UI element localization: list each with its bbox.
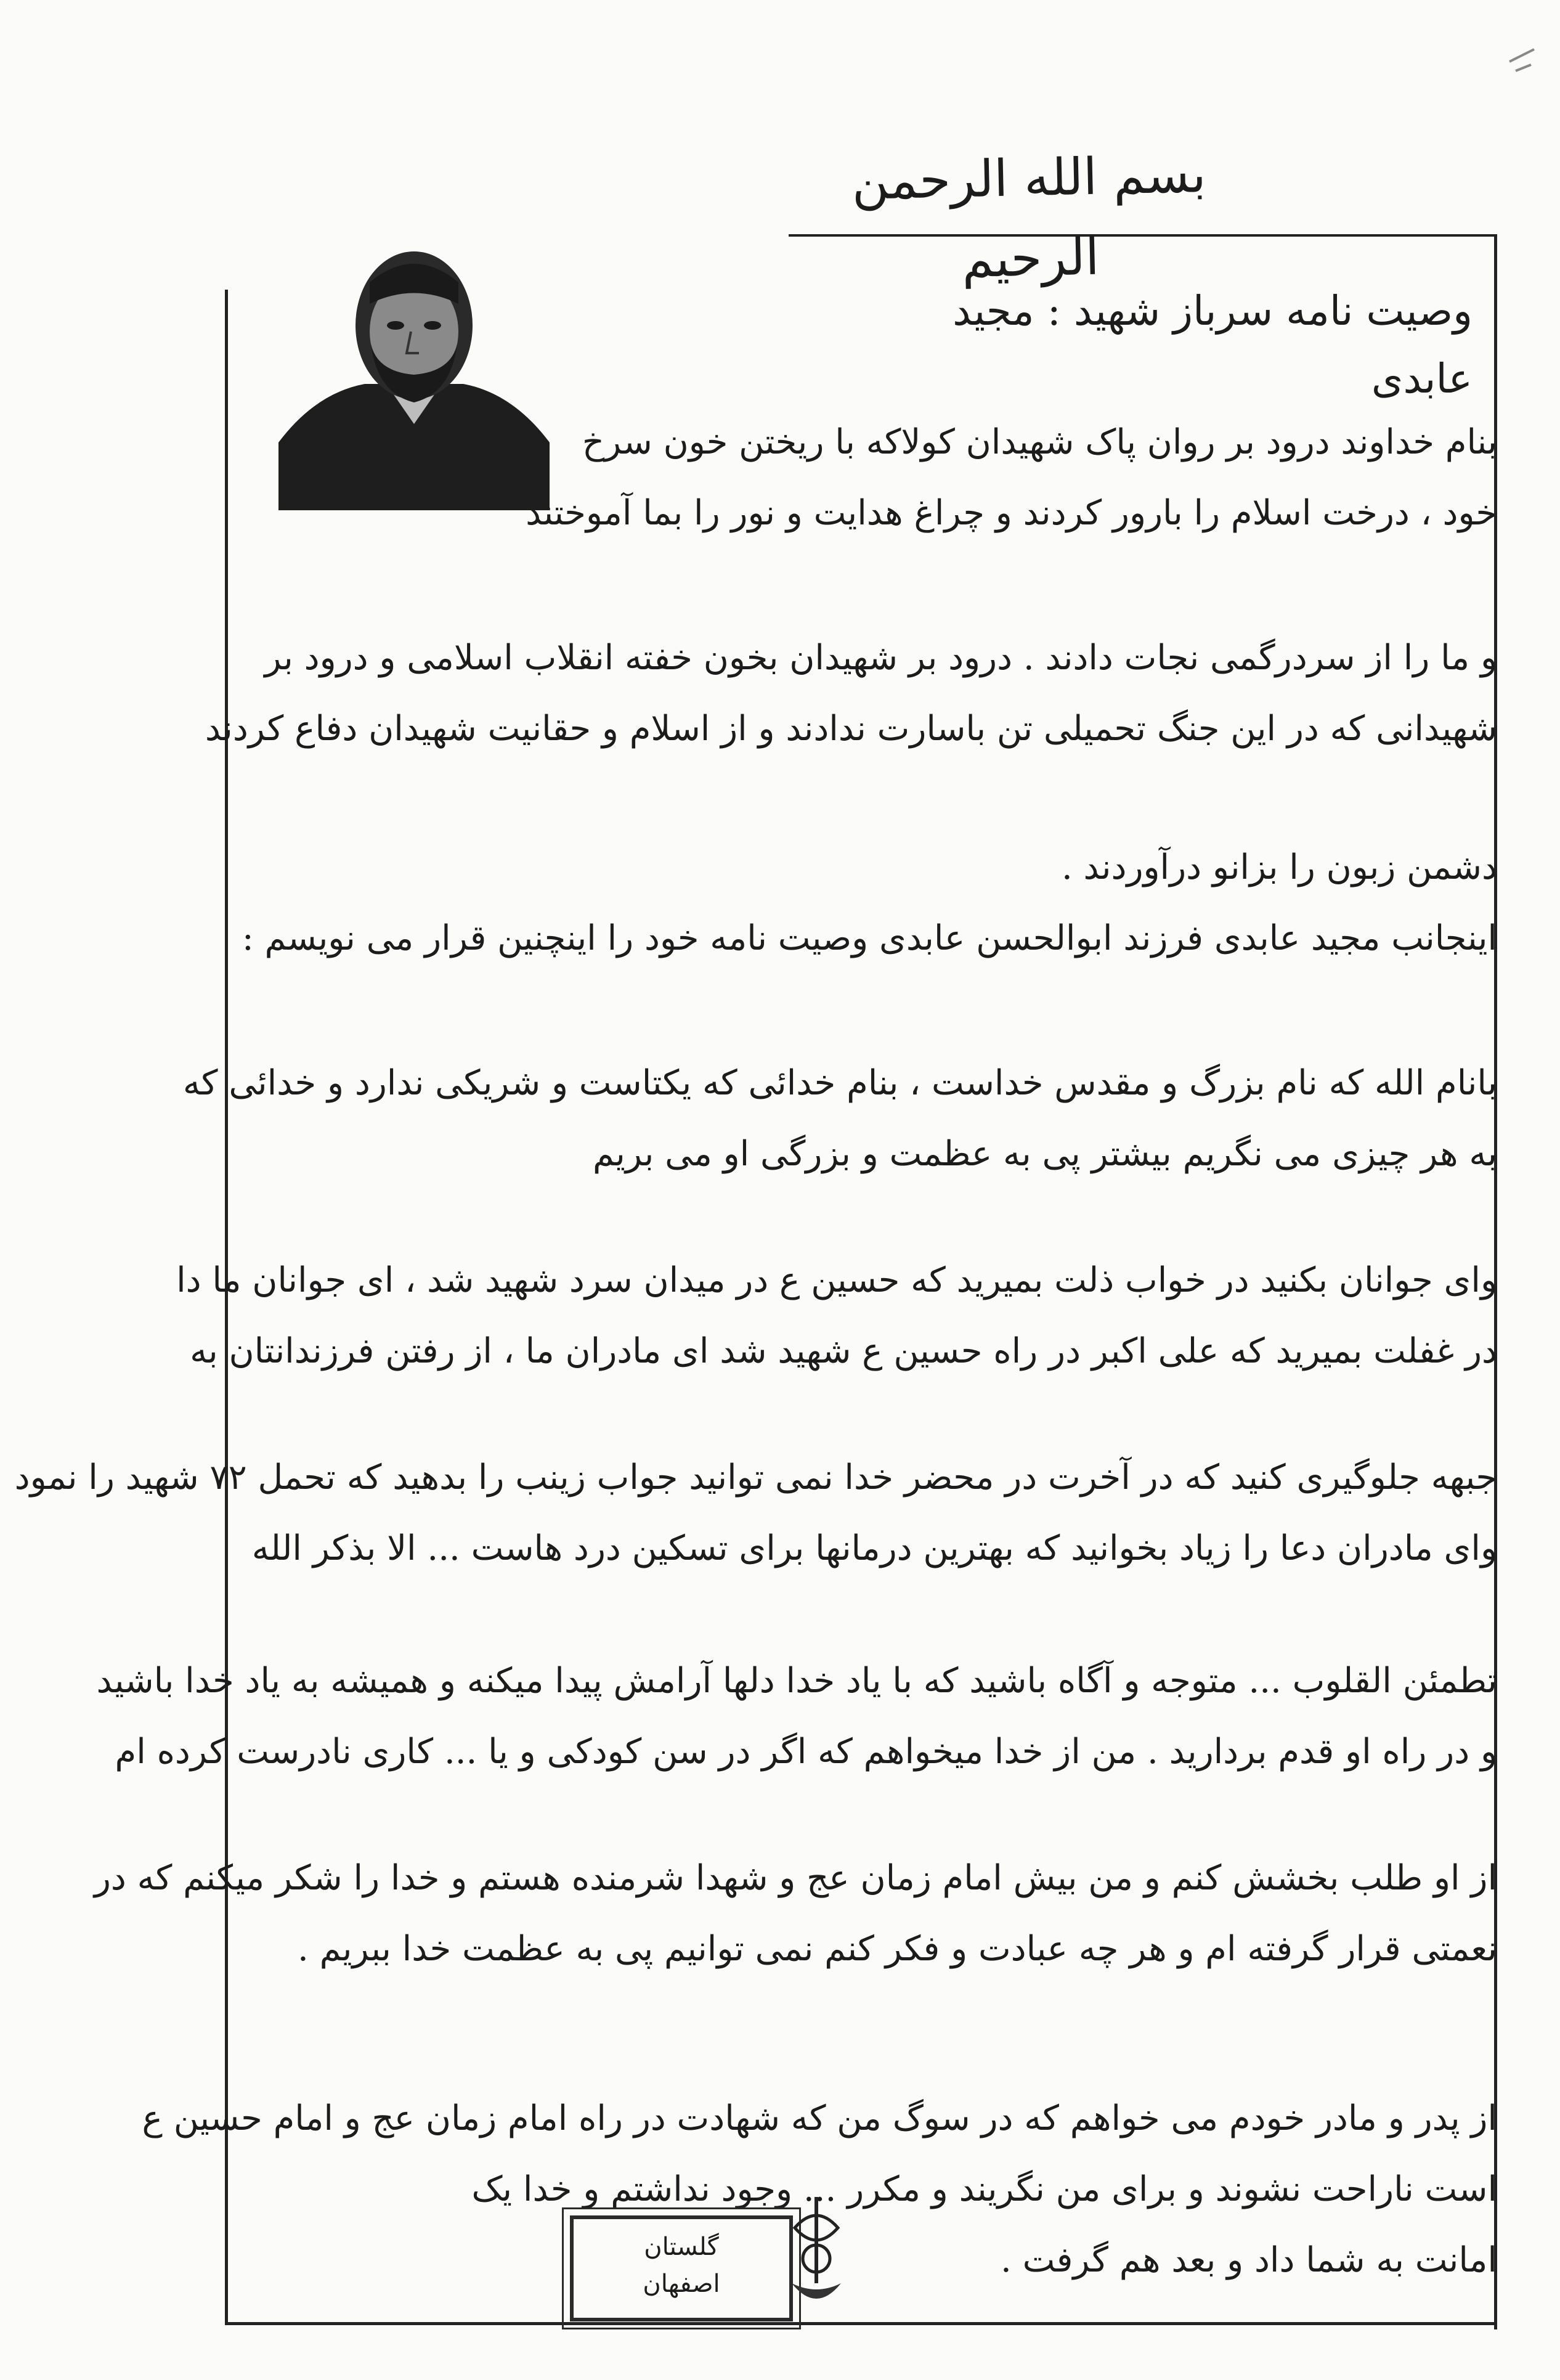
- text-line: بانام الله که نام بزرگ و مقدس خداست ، بنام خدائی که یکتاست و شریکی ندارد و خدائی که: [182, 1063, 1497, 1103]
- paragraph-5: [176, 1245, 1497, 1387]
- text-line: جبهه جلوگیری کنید که در آخرت در محضر خدا نمی توانید جواب زینب را بدهید که تحمل ۷۲ شهید را نمود: [14, 1457, 1497, 1498]
- office-stamp: [570, 2215, 793, 2321]
- text-line: وای جوانان بکنید در خواب ذلت بمیرید که حسین ع در میدان سرد شهید شد ، ای جوانان ما دا: [176, 1260, 1497, 1300]
- text-line: تطمئن القلوب ... متوجه و آگاه باشید که با یاد خدا دلها آرامش پیدا میکنه و همیشه به یاد خدا باشید: [96, 1661, 1497, 1701]
- text-line: امانت به شما داد و بعد هم گرفت .: [1001, 2240, 1497, 2280]
- text-line: بنام خداوند درود بر روان پاک شهیدان کولاکه با ریختن خون سرخ: [582, 422, 1497, 462]
- frame-top-line: [789, 234, 1497, 237]
- paragraph-1: [526, 407, 1497, 548]
- text-line: از پدر و مادر خودم می خواهم که در سوگ من که شهادت در راه امام زمان عج و امام حسین ع: [142, 2098, 1497, 2138]
- paragraph-4: [182, 1048, 1497, 1189]
- emblem-icon: [776, 2191, 856, 2320]
- text-line: از او طلب بخشش کنم و من بیش امام زمان عج و شهدا شرمنده هستم و خدا را شکر میکنم که در: [94, 1858, 1497, 1898]
- text-line: دشمن زبون را بزانو درآوردند .: [1061, 847, 1497, 887]
- paragraph-8: [94, 1843, 1497, 1984]
- text-line: شهیدانی که در این جنگ تحمیلی تن باسارت ندادند و از اسلام و حقانیت شهیدان دفاع کردند: [205, 709, 1497, 749]
- text-line: نعمتی قرار گرفته ام و هر چه عبادت و فکر کنم نمی توانیم پی به عظمت خدا ببریم .: [298, 1929, 1497, 1969]
- will-title: وصیت نامه سرباز شهید : مجید عابدی: [953, 287, 1473, 402]
- text-line: وای مادران دعا را زیاد بخوانید که بهترین درمانها برای تسکین درد هاست ... الا بذکر الله: [251, 1528, 1497, 1568]
- stamp-line-2: اصفهان: [643, 2270, 720, 2298]
- bismillah-heading: بسم الله الرحمن الرحیم: [851, 145, 1207, 290]
- text-line: اینجانب مجید عابدی فرزند ابوالحسن عابدی وصیت نامه خود را اینچنین قرار می نویسم :: [242, 918, 1497, 958]
- paragraph-3: [243, 832, 1497, 974]
- paragraph-7: [96, 1645, 1497, 1787]
- paragraph-2: [205, 622, 1497, 764]
- paragraph-6: [14, 1442, 1497, 1584]
- martyr-portrait: [278, 239, 550, 510]
- text-line: و در راه او قدم بردارید . من از خدا میخواهم که اگر در سن کودکی و یا ... کاری نادرست کرده ام: [115, 1732, 1497, 1772]
- paragraph-9: [142, 2083, 1497, 2296]
- text-line: خود ، درخت اسلام را بارور کردند و چراغ هدایت و نور را بما آموختند: [526, 493, 1497, 533]
- edge-mark-icon: [1503, 37, 1540, 86]
- frame-bottom-line: [225, 2322, 1497, 2325]
- stamp-line-1: گلستان: [644, 2233, 719, 2261]
- text-line: است ناراحت نشوند و برای من نگریند و مکرر ... وجود نداشتم و خدا یک: [471, 2169, 1497, 2209]
- text-line: به هر چیزی می نگریم بیشتر پی به عظمت و بزرگی او می بریم: [593, 1134, 1497, 1174]
- text-line: در غفلت بمیرید که علی اکبر در راه حسین ع شهید شد ای مادران ما ، از رفتن فرزندانتان به: [190, 1331, 1497, 1371]
- text-line: و ما را از سردرگمی نجات دادند . درود بر شهیدان بخون خفته انقلاب اسلامی و درود بر: [264, 638, 1497, 678]
